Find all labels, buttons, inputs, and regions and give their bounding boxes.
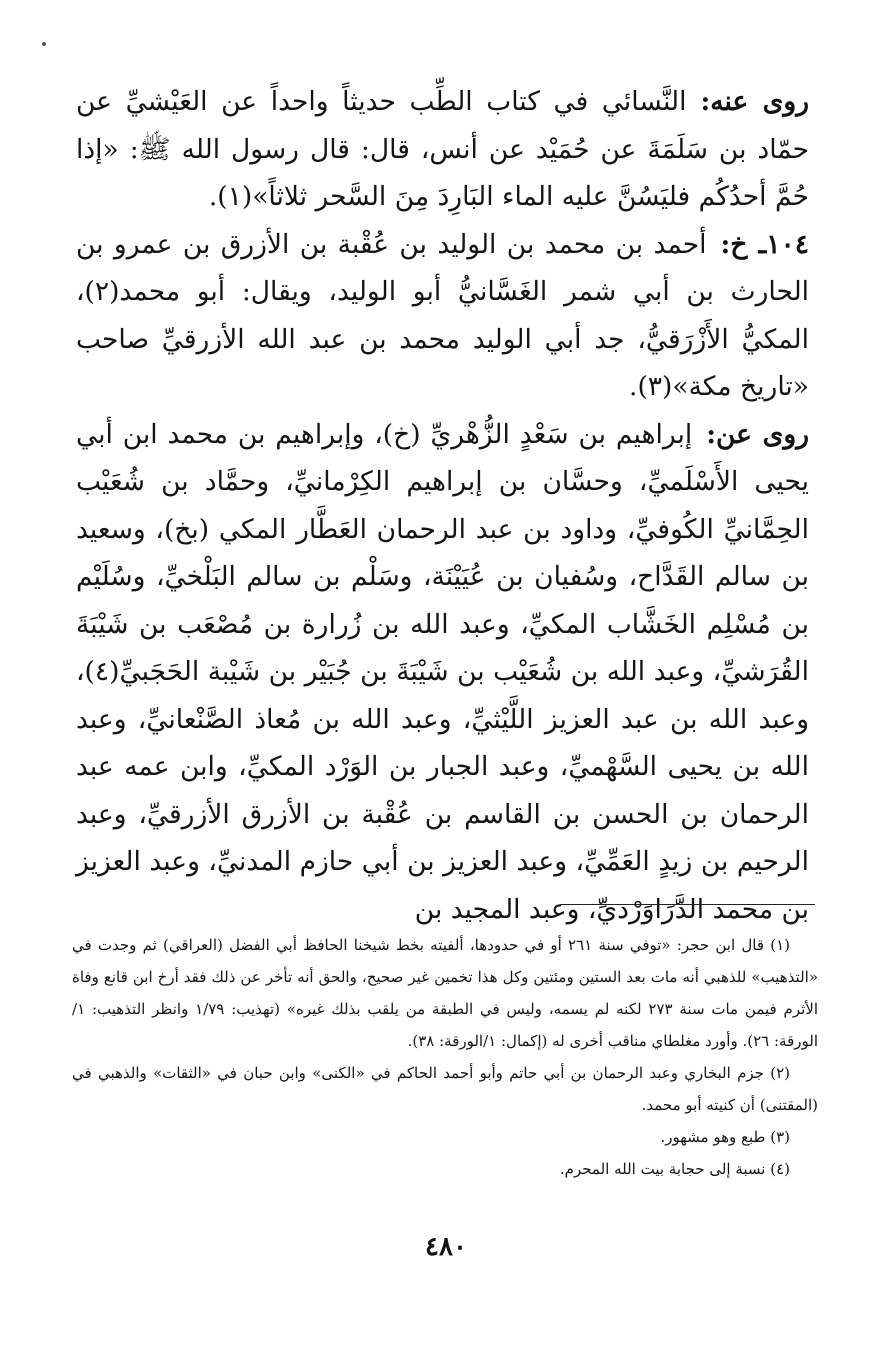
entry-number: ١٠٤ـ خ: [720,228,809,260]
teachers-entry [76,411,809,934]
footnote-4: (٤) نسبة إلى حجابة بيت الله المحرم. [559,1160,790,1178]
entry-text: النَّسائي في كتاب الطِّب حديثاً واحداً عن العَيْشيِّ عن حمّاد بن سَلَمَةَ عن حُمَيْد عن أنس، قال: قال رسول الله ﷺ: «إذا حُمَّ أحدُكُم فليَسُنَّ عليه الماء البَارِدَ مِنَ السَّحر ثلاثاً»(١). [76,86,809,212]
scan-speck [42,42,46,46]
entry-heading: روى عن: [706,418,809,450]
entry-heading: روى عنه: [700,86,809,117]
footnotes [72,929,818,1185]
entry-text: أحمد بن محمد بن الوليد بن عُقْبة بن الأزرق بن عمرو بن الحارث بن أبي شمر الغَسَّانيُّ أبو الوليد، ويقال: أبو محمد(٢)، المكيُّ الأَزْرَقيُّ، جد أبي الوليد محمد بن عبد الله الأزرقيِّ صاحب «تاريخ مكة»(٣). [76,228,809,402]
main-text [76,78,809,933]
narration-entry [76,78,809,221]
entry-text: إبراهيم بن سَعْدٍ الزُّهْريِّ (خ)، وإبراهيم بن محمد ابن أبي يحيى الأَسْلَميِّ، وحسَّان بن إبراهيم الكِرْمانيِّ، وحمَّاد بن شُعَيْب الحِمَّانيِّ الكُوفيِّ، وداود بن عبد الرحمان العَطَّار المكي (بخ)، وسعيد بن سالم القَدَّاح، وسُفيان بن عُيَيْنَة، وسَلْم بن سالم البَلْخيِّ، وسُلَيْم بن مُسْلِم الخَشَّاب المكيِّ، وعبد الله بن زُرارة بن مُصْعَب بن شَيْبَةَ القُرَشيِّ، وعبد الله بن شُعَيْب بن شَيْبَةَ بن جُبَيْر بن شَيْبة الحَجَبيِّ(٤)، وعبد الله بن عبد العزيز اللَّيْثيِّ، وعبد الله بن مُعاذ الصَّنْعانيِّ، وعبد الله بن يحيى السَّهْميِّ، وعبد الجبار بن الوَرْد المكيِّ، وابن عمه عبد الرحمان بن الحسن بن القاسم بن عُقْبة بن الأزرق الأزرقيِّ، وعبد الرحيم بن زيدٍ العَمِّيِّ، وعبد العزيز بن أبي حازم المدنيِّ، وعبد العزيز بن محمد الدَّرَاوَرْديِّ، وعبد المجيد بن [76,418,809,925]
page-number: ٤٨٠ [425,1232,467,1262]
footnote-3: (٣) طبع وهو مشهور. [660,1128,790,1146]
footnote-separator [560,904,815,905]
biography-entry [76,221,809,411]
footnote-1: (١) قال ابن حجر: «توفي سنة ٢٦١ أو في حدودها، ألفيته بخط شيخنا الحافظ أبي الفضل (العراقي) ثم وجدت في «التذهيب» للذهبي أنه مات بعد الستين ومئتين وكل هذا تخمين غير صحيح، والحق أنه تأخر عن ذلك فقد أرخ ابن قانع وفاة الأثرم فيمن مات سنة ٢٧٣ لكنه لم يسمه، وليس في الطبقة من يلقب بذلك غيره» (تهذيب: ١/٧٩ وانظر التذهيب: ١/الورقة: ٢٦). وأورد مغلطاي مناقب أخرى له (إكمال: ١/الورقة: ٣٨). [72,936,818,1050]
footnote-2: (٢) جزم البخاري وعبد الرحمان بن أبي حاتم وأبو أحمد الحاكم في «الكنى» وابن حبان في «الثقات» والذهبي في (المقتنى) أن كنيته أبو محمد. [72,1064,818,1114]
